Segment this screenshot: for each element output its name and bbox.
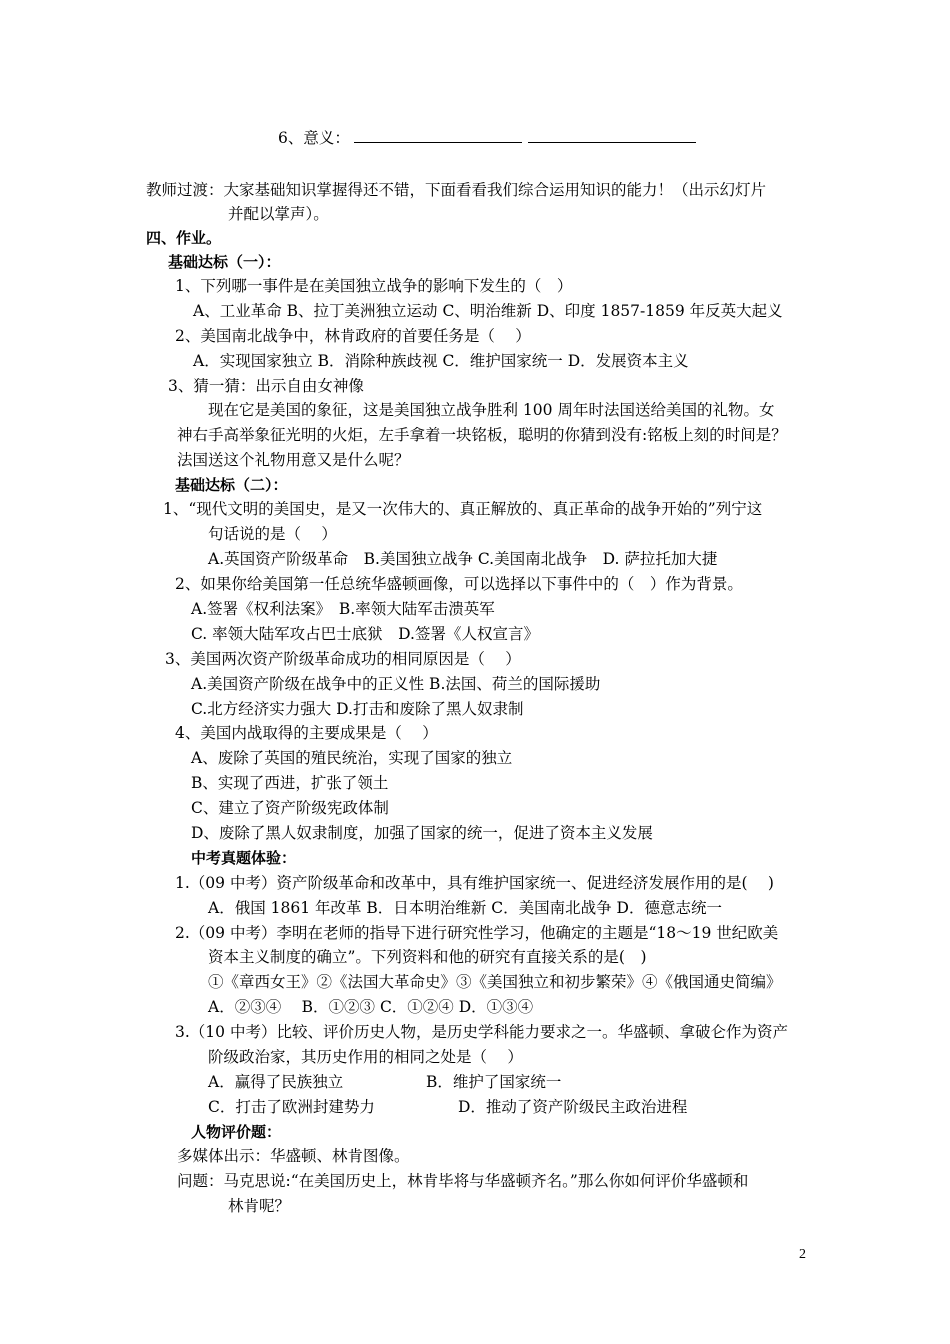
subheading-evaluation: 人物评价题： <box>191 1123 282 1141</box>
question-text-cont: 句话说的是（ ） <box>208 525 337 543</box>
page-number: 2 <box>799 1247 806 1262</box>
question-options: C. 率领大陆军攻占巴士底狱 D.签署《人权宣言》 <box>191 625 539 643</box>
paragraph-line: 现在它是美国的象征，这是美国独立战争胜利 100 周年时法国送给美国的礼物。女 <box>208 401 775 419</box>
question-options: A.美国资产阶级在战争中的正义性 B.法国、荷兰的国际援助 <box>191 675 601 693</box>
option-b: B．维护了国家统一 <box>426 1073 562 1091</box>
question-options: B、实现了西进，扩张了领土 <box>191 774 389 792</box>
paragraph-line: 林肯呢？ <box>228 1197 291 1215</box>
question-text: 3、猜一猜：出示自由女神像 <box>168 377 364 395</box>
question-text: 2、美国南北战争中，林肯政府的首要任务是（ ） <box>175 327 531 345</box>
question-options: ①《章西女王》②《法国大革命史》③《美国独立和初步繁荣》④《俄国通史简编》 <box>208 973 782 991</box>
question-text: 2.（09 中考）李明在老师的指导下进行研究性学习，他确定的主题是“18～19 世纪欧美 <box>175 924 779 942</box>
question-text-cont: 资本主义制度的确立”。下列资料和他的研究有直接关系的是( ) <box>208 948 647 966</box>
option-c: C．打击了欧洲封建势力 <box>208 1098 375 1116</box>
question-text: 1、下列哪一事件是在美国独立战争的影响下发生的（ ） <box>175 277 573 295</box>
subheading-exam: 中考真题体验： <box>191 849 297 867</box>
question-options: C、建立了资产阶级宪政体制 <box>191 799 389 817</box>
paragraph-line: 神右手高举象征光明的火炬，左手拿着一块铭板，聪明的你猜到没有:铭板上刻的时间是？ <box>177 426 787 444</box>
question-options: A、废除了英国的殖民统治，实现了国家的独立 <box>191 749 513 767</box>
question-options: C.北方经济实力强大 D.打击和废除了黑人奴隶制 <box>191 700 524 718</box>
item-6-meaning <box>278 128 696 148</box>
paragraph-line: 问题：马克思说:“在美国历史上，林肯毕将与华盛顿齐名。”那么你如何评价华盛顿和 <box>177 1172 749 1190</box>
question-options: D、废除了黑人奴隶制度，加强了国家的统一，促进了资本主义发展 <box>191 824 653 842</box>
question-text: 3、美国两次资产阶级革命成功的相同原因是（ ） <box>165 650 521 668</box>
question-text: 4、美国内战取得的主要成果是（ ） <box>175 724 438 742</box>
teacher-transition: 教师过渡：大家基础知识掌握得还不错，下面看看我们综合运用知识的能力！（出示幻灯片 <box>146 181 767 199</box>
question-options: A．俄国 1861 年改革 B．日本明治维新 C．美国南北战争 D．德意志统一 <box>208 899 722 917</box>
question-text: 1、“现代文明的美国史，是又一次伟大的、真正解放的、真正革命的战争开始的”列宁这 <box>163 500 763 518</box>
question-options: A.英国资产阶级革命 B.美国独立战争 C.美国南北战争 D. 萨拉托加大捷 <box>208 550 718 568</box>
question-text: 3.（10 中考）比较、评价历史人物，是历史学科能力要求之一。华盛顿、拿破仑作为资产 <box>175 1023 788 1041</box>
paragraph-line: 多媒体出示：华盛顿、林肯图像。 <box>177 1147 410 1165</box>
answer-blank <box>354 128 522 143</box>
section-heading-homework: 四、作业。 <box>146 229 222 247</box>
question-options: A．②③④ B．①②③ C．①②④ D．①③④ <box>208 998 534 1016</box>
question-options: A．实现国家独立 B．消除种族歧视 C．维护国家统一 D．发展资本主义 <box>193 352 689 370</box>
option-d: D．推动了资产阶级民主政治进程 <box>458 1098 688 1116</box>
question-text: 2、如果你给美国第一任总统华盛顿画像，可以选择以下事件中的（ ）作为背景。 <box>175 575 743 593</box>
answer-blank <box>528 128 696 143</box>
question-text: 1.（09 中考）资产阶级革命和改革中，具有维护国家统一、促进经济发展作用的是( ) <box>175 874 774 892</box>
subheading-basic-1: 基础达标（一）： <box>168 253 281 271</box>
option-a: A．赢得了民族独立 <box>208 1073 344 1091</box>
item-6-label: 6、意义： <box>278 129 350 147</box>
question-text-cont: 阶级政治家，其历史作用的相同之处是（ ） <box>208 1048 523 1066</box>
teacher-transition-cont: 并配以掌声）。 <box>228 205 329 223</box>
question-options: A.签署《权利法案》 B.率领大陆军击溃英军 <box>191 600 495 618</box>
paragraph-line: 法国送这个礼物用意又是什么呢？ <box>177 451 410 469</box>
question-options: A、工业革命 B、拉丁美洲独立运动 C、明治维新 D、印度 1857-1859 年反英大起义 <box>193 302 783 320</box>
subheading-basic-2: 基础达标（二）： <box>175 476 288 494</box>
